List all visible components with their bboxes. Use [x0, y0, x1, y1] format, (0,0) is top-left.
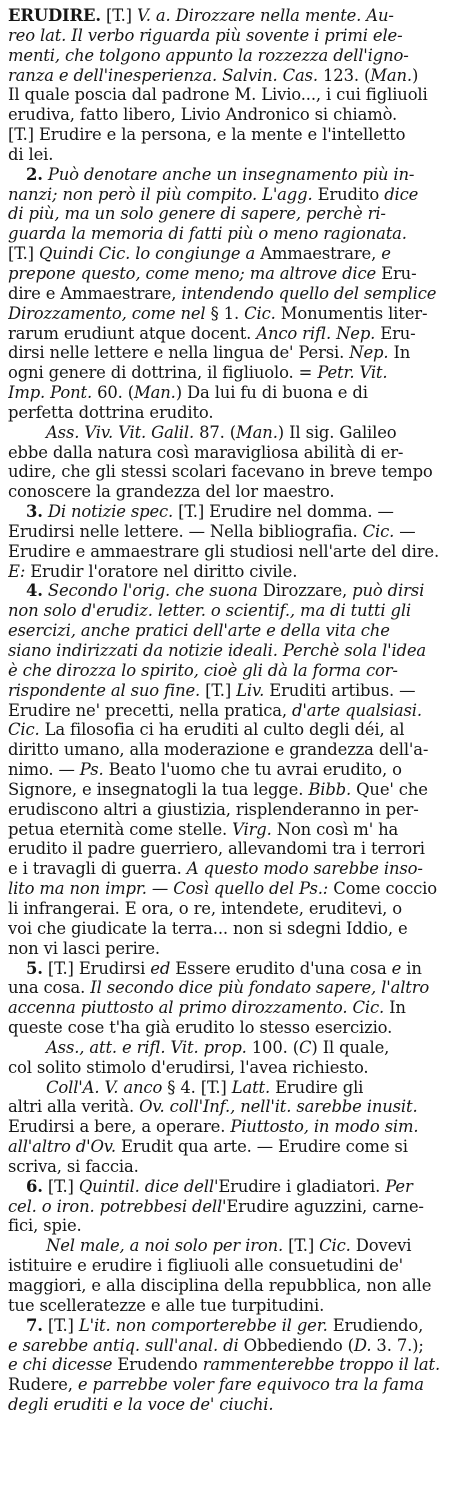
entry-text: Come coccio [328, 879, 437, 899]
entry-text: rammenterebbe troppo il lat. [202, 1355, 441, 1375]
entry-line [8, 403, 467, 423]
entry-text: accenna piuttosto al primo dirozzamento. [8, 998, 348, 1018]
entry-line [8, 839, 467, 859]
entry-text: lito ma non impr. — Così quello del Ps.: [8, 879, 329, 899]
entry-line [8, 1216, 467, 1236]
entry-text: ogni genere di dottrina, il figliuolo. = [8, 363, 318, 383]
section-number: 6. [26, 1176, 43, 1196]
entry-text: Quintil. dice dell' [78, 1176, 219, 1196]
entry-text: In [384, 998, 406, 1018]
section-number: 5. [26, 958, 43, 978]
dictionary-entry-erudire [8, 6, 467, 1415]
entry-text: Coll'A. V. anco [46, 1077, 163, 1097]
entry-line [8, 1236, 467, 1256]
entry-text: Cic. [362, 521, 395, 541]
entry-line [8, 1316, 467, 1336]
entry-text: ranza e dell'inesperienza. Salvin. Cas. [8, 65, 318, 85]
entry-line [8, 978, 467, 998]
entry-line [8, 800, 467, 820]
entry-text: Man. [370, 65, 412, 85]
entry-text: dire e Ammaestrare, [8, 283, 182, 303]
entry-text: Erudirsi a bere, a operare. [8, 1117, 231, 1137]
entry-line [8, 1097, 467, 1117]
entry-text: siano indirizzati da notizie ideali. Perchè sola l'idea [8, 641, 427, 660]
entry-line [8, 105, 467, 125]
entry-text: 100. ( [246, 1037, 299, 1057]
entry-line [8, 522, 467, 542]
entry-text: conoscere la grandezza del lor maestro. [8, 482, 335, 502]
entry-text: è che dirozza lo spirito, cioè gli dà la forma cor- [8, 660, 398, 680]
entry-line [8, 581, 467, 601]
entry-text: 60. ( [92, 383, 134, 403]
entry-text: Man. [134, 383, 176, 403]
entry-text: dirsi nelle lettere e nella lingua de' Persi. [8, 343, 350, 363]
entry-text: voi che giudicate la terra... non si sdegni Iddio, e [8, 918, 408, 938]
entry-text: Obbediendo ( [238, 1335, 354, 1355]
entry-line [8, 899, 467, 919]
entry-text: erudiscono altri a giustizia, risplenderanno in per- [8, 799, 419, 819]
entry-line [8, 224, 467, 244]
entry-text: Ps. [79, 760, 104, 780]
section-number: 3. [26, 502, 43, 522]
entry-text: Erudirsi nelle lettere. — Nella bibliografia. [8, 521, 363, 541]
entry-line [8, 1375, 467, 1395]
entry-line [8, 879, 467, 899]
section-number: 7. [26, 1315, 43, 1335]
entry-text: Cic. [352, 998, 385, 1018]
entry-line [8, 1177, 467, 1197]
entry-text: Ass. Viv. Vit. Galil. [46, 422, 195, 442]
entry-text: Secondo l'orig. che suona [42, 581, 258, 601]
entry-text: petua eternità come stelle. [8, 819, 233, 839]
entry-line [8, 1276, 467, 1296]
entry-line [8, 502, 467, 522]
entry-text: Dirozzamento, come nel [8, 303, 206, 323]
entry-line [8, 66, 467, 86]
entry-text: altri alla verità. [8, 1097, 140, 1117]
entry-text: e [391, 958, 402, 978]
entry-text: rarum erudiunt atque docent. [8, 323, 257, 343]
entry-text: Essere erudito d'una cosa [170, 958, 392, 978]
entry-text: ) [411, 65, 419, 85]
entry-text: di più, ma un solo genere di sapere, perchè ri- [8, 204, 386, 224]
entry-text: Monumentis liter- [275, 303, 428, 323]
entry-line [8, 145, 467, 165]
section-number: 4. [26, 581, 43, 601]
entry-line [8, 820, 467, 840]
entry-line [8, 641, 467, 661]
entry-text: [T.] [8, 244, 39, 264]
entry-text: Anco rifl. Nep. [256, 323, 376, 343]
entry-text: Non così m' ha [271, 819, 399, 839]
entry-text: Erudire aguzzini, carne- [226, 1196, 424, 1216]
entry-text: non solo d'erudiz. letter. o scientif., ma di tutti gli [8, 601, 412, 621]
entry-text: C [298, 1037, 312, 1057]
entry-text: Erudiendo, [327, 1315, 424, 1335]
entry-text: Di notizie spec. [42, 502, 174, 522]
entry-text: [T.] Erudire nel domma. — [173, 502, 394, 522]
entry-line [8, 1117, 467, 1137]
entry-line [8, 244, 467, 264]
entry-line [8, 1336, 467, 1356]
entry-text: Piuttosto, in modo sim. [230, 1117, 419, 1137]
entry-text: fici, spie. [8, 1216, 82, 1236]
entry-line [8, 204, 467, 224]
entry-text: rispondente al suo fine. [8, 680, 201, 700]
entry-text: Signore, e insegnatogli la tua legge. [8, 779, 309, 799]
entry-text: Eru- [375, 323, 416, 343]
entry-text: Ammaestrare, [255, 244, 382, 264]
entry-text: A questo modo sarebbe inso- [186, 859, 423, 879]
entry-text: [T.] [42, 1315, 79, 1335]
entry-line [8, 859, 467, 879]
entry-text: [T.] [100, 6, 137, 25]
entry-line [8, 959, 467, 979]
entry-line [8, 264, 467, 284]
entry-text: nimo. — [8, 760, 80, 780]
entry-text: udire, che gli stessi scolari facevano in breve tempo [8, 462, 433, 482]
entry-line [8, 383, 467, 403]
entry-text: queste cose t'ha già erudito lo stesso esercizio. [8, 1018, 393, 1038]
entry-text: diritto umano, alla moderazione e grandezza dell'a- [8, 740, 429, 760]
entry-text: Liv. [236, 680, 265, 700]
entry-line [8, 324, 467, 344]
entry-text: col solito stimolo d'erudirsi, l'avea richiesto. [8, 1057, 369, 1077]
entry-line [8, 462, 467, 482]
entry-text: Ov. coll'Inf., nell'it. sarebbe inusit. [139, 1097, 418, 1117]
entry-text: Ass., att. e rifl. Vit. prop. [46, 1037, 247, 1057]
entry-text: Rudere, [8, 1375, 78, 1395]
entry-text: Erudire ne' precetti, nella pratica, [8, 700, 293, 720]
entry-text: può dirsi [352, 581, 425, 601]
entry-text: D. [353, 1335, 372, 1355]
entry-text: esercizi, anche pratici dell'arte e della vita che [8, 621, 390, 641]
entry-line [8, 701, 467, 721]
entry-text: e i travagli di guerra. [8, 859, 187, 879]
entry-text: dice [384, 184, 419, 204]
entry-text: non vi lasci perire. [8, 938, 160, 958]
entry-text: V. a. Dirozzare nella mente. Au- [136, 6, 394, 25]
entry-line [8, 1137, 467, 1157]
entry-line [8, 780, 467, 800]
entry-text: Cic. [8, 720, 40, 740]
entry-text: tue scelleratezze e alle tue turpitudini. [8, 1295, 325, 1315]
entry-text: Erudir l'oratore nel diritto civile. [25, 561, 298, 581]
entry-text: Dovevi [350, 1236, 412, 1256]
entry-text: Man. [236, 422, 278, 442]
entry-text: Imp. Pont. [8, 383, 93, 403]
entry-text: Nel male, a noi solo per iron. [46, 1236, 284, 1256]
entry-line [8, 343, 467, 363]
entry-line [8, 6, 467, 26]
entry-line [8, 681, 467, 701]
entry-text: [T.] Erudirsi [42, 958, 151, 978]
entry-text: Erudit qua arte. — Erudire come si [116, 1137, 408, 1157]
entry-line [8, 363, 467, 383]
entry-line [8, 562, 467, 582]
entry-text: e chi dicesse [8, 1355, 113, 1375]
entry-text: E: [8, 561, 26, 581]
entry-line [8, 1058, 467, 1078]
entry-line [8, 125, 467, 145]
entry-line [8, 46, 467, 66]
entry-text: Virg. [232, 819, 272, 839]
entry-text: Erudire e ammaestrare gli studiosi nell'arte del dire. [8, 541, 440, 561]
entry-text: nanzi; non però il più compito. L'agg. [8, 184, 313, 204]
entry-text: menti, che tolgono appunto la rozzezza dell'igno- [8, 45, 409, 65]
entry-text: istituire e erudire i figliuoli alle consuetudini de' [8, 1256, 404, 1276]
entry-line [8, 185, 467, 205]
entry-line [8, 1256, 467, 1276]
entry-text: L'it. non comporterebbe il ger. [78, 1315, 328, 1335]
entry-text: di lei. [8, 144, 54, 164]
entry-text: 123. ( [317, 65, 371, 85]
entry-text: § 1. [205, 303, 245, 323]
entry-text: perfetta dottrina erudito. [8, 402, 214, 422]
entry-text: e sarebbe antiq. sull'anal. di [8, 1335, 239, 1355]
entry-text: Dirozzare, [257, 581, 353, 601]
entry-text: scriva, si faccia. [8, 1156, 139, 1176]
entry-text: [T.] Erudire e la persona, e la mente e l'intelletto [8, 125, 406, 145]
entry-line [8, 1038, 467, 1058]
entry-text: § 4. [T.] [162, 1077, 232, 1097]
entry-line [8, 443, 467, 463]
entry-line [8, 482, 467, 502]
entry-line [8, 284, 467, 304]
entry-text: e [381, 244, 391, 264]
entry-text: Può denotare anche un insegnamento più in- [42, 164, 415, 184]
entry-text: Erudito [312, 184, 385, 204]
entry-text: Quindi Cic. lo congiunge a [38, 244, 256, 264]
entry-line [8, 1296, 467, 1316]
entry-line [8, 919, 467, 939]
entry-text: 3. 7.); [371, 1335, 424, 1355]
entry-line [8, 601, 467, 621]
entry-text: erudiva, fatto libero, Livio Andronico si chiamò. [8, 105, 398, 125]
entry-line [8, 998, 467, 1018]
entry-line [8, 85, 467, 105]
entry-text: Il secondo dice più fondato sapere, l'altro [90, 978, 430, 998]
entry-text: Erudire i gladiatori. [218, 1176, 386, 1196]
entry-text: Beato l'uomo che tu avrai erudito, o [103, 760, 402, 780]
entry-text: Per [385, 1176, 413, 1196]
entry-text: Nep. [349, 343, 389, 363]
entry-text: Eru- [376, 263, 417, 283]
entry-text: La filosofia ci ha eruditi al culto degli déi, al [39, 720, 405, 740]
entry-text: Erudendo [112, 1355, 203, 1375]
entry-text: cel. o iron. potrebbesi dell' [8, 1196, 227, 1216]
entry-text: all'altro d'Ov. [8, 1137, 116, 1157]
entry-text: d'arte qualsiasi. [292, 700, 422, 720]
entry-text: prepone questo, come meno; ma altrove dice [8, 263, 377, 283]
entry-line [8, 621, 467, 641]
entry-text: reo lat. Il verbo riguarda più sovente i primi ele- [8, 25, 403, 45]
entry-text: in [401, 958, 422, 978]
entry-text: ) Il sig. Galileo [277, 422, 397, 442]
entry-text: Latt. [231, 1077, 271, 1097]
entry-line [8, 720, 467, 740]
entry-line [8, 542, 467, 562]
entry-text: — [394, 521, 416, 541]
entry-text: Eruditi artibus. — [264, 680, 416, 700]
entry-text: Cic. [319, 1236, 351, 1256]
entry-text: Que' che [351, 779, 428, 799]
entry-line [8, 939, 467, 959]
entry-text: Il quale poscia dal padrone M. Livio..., i cui figliuoli [8, 85, 428, 105]
entry-line [8, 661, 467, 681]
entry-text: Cic. [244, 303, 276, 323]
entry-text: [T.] [200, 680, 237, 700]
entry-text: Petr. Vit. [317, 363, 388, 383]
entry-text: 87. ( [194, 422, 237, 442]
entry-text: In [388, 343, 411, 363]
entry-line [8, 1395, 467, 1415]
entry-text: ed [150, 958, 171, 978]
entry-text: ebbe dalla natura così maravigliosa abilità di er- [8, 442, 404, 462]
entry-line [8, 1355, 467, 1375]
entry-line [8, 165, 467, 185]
entry-line [8, 740, 467, 760]
entry-line [8, 1157, 467, 1177]
entry-text: erudito il padre guerriero, allevandomi tra i terrori [8, 839, 425, 859]
entry-line [8, 1197, 467, 1217]
entry-text: maggiori, e alla disciplina della repubblica, non alle [8, 1276, 432, 1295]
entry-text: degli eruditi e la voce de' ciuchi. [8, 1395, 274, 1415]
entry-line [8, 1078, 467, 1098]
entry-text: [T.] [42, 1176, 79, 1196]
entry-line [8, 26, 467, 46]
entry-line [8, 760, 467, 780]
section-number: 2. [26, 164, 43, 184]
entry-line [8, 304, 467, 324]
entry-text: ) Il quale, [311, 1037, 390, 1057]
entry-text: li infrangerai. E ora, o re, intendete, eruditevi, o [8, 898, 402, 918]
entry-text: Bibb. [308, 779, 352, 799]
entry-line [8, 423, 467, 443]
entry-text: Erudire gli [270, 1077, 364, 1097]
entry-text: intendendo quello del semplice [181, 283, 437, 303]
headword: ERUDIRE. [8, 6, 101, 25]
entry-text: ) Da lui fu di buona e di [175, 383, 368, 403]
entry-line [8, 1018, 467, 1038]
entry-text: guarda la memoria di fatti più o meno ragionata. [8, 224, 407, 244]
entry-text: e parrebbe voler fare equivoco tra la fama [77, 1375, 424, 1395]
entry-text: [T.] [283, 1236, 320, 1256]
entry-text: una cosa. [8, 978, 91, 998]
